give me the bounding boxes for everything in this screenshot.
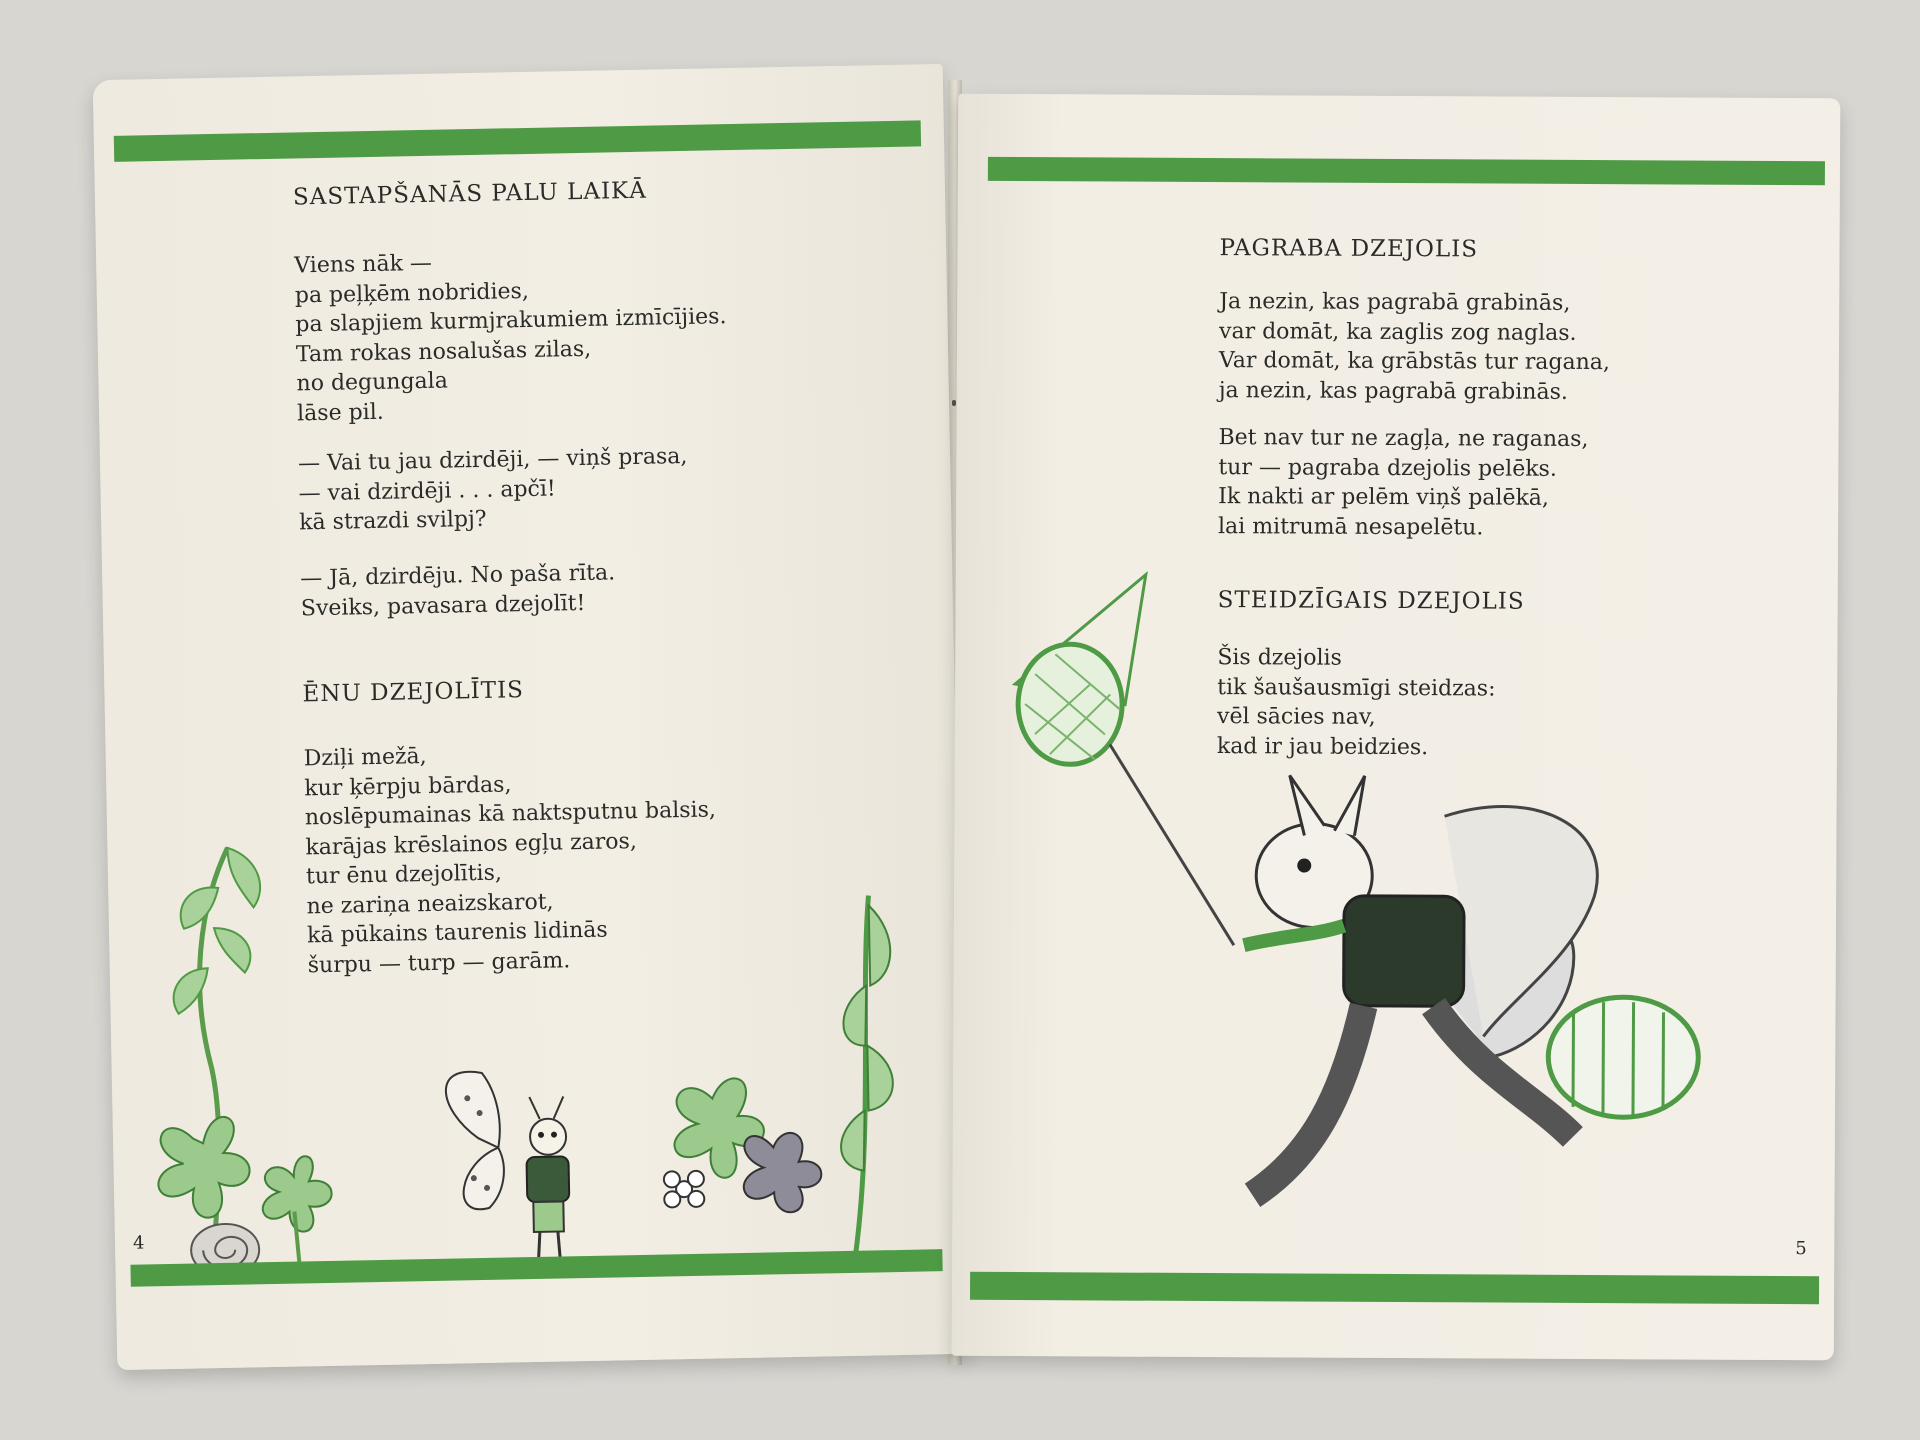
birdcage xyxy=(1548,997,1699,1118)
clover-leaves xyxy=(157,1115,332,1234)
poem-stanza: Šis dzejolis tik šaušausmīgi steidzas: vēl sācies nav, kad ir jau beidzies. xyxy=(1216,645,1496,760)
poem-stanza: Bet nav tur ne zagļa, ne raganas, tur — pagraba dzejolis pelēks. Ik nakti ar pelēm viņš palēkā, lai mitrumā nesapelētu. xyxy=(1217,425,1589,540)
poem-stanza: Ja nezin, kas pagrabā grabinās, var domāt, ka zaglis zog naglas. Var domāt, ka grābstās tur ragana, ja nezin, kas pagrabā grabinās. xyxy=(1218,289,1611,405)
grey-clover xyxy=(743,1132,822,1213)
poem-title-pagraba-dzejolis: PAGRABA DZEJOLIS xyxy=(1219,235,1479,263)
poem-title-sastapsanas: SASTAPŠANĀS PALU LAIKĀ xyxy=(292,177,648,211)
poem-stanza: — Jā, dzirdēju. No paša rīta. Sveiks, pavasara dzejolīt! xyxy=(300,560,616,621)
flower-fern-illustration xyxy=(628,874,935,1270)
poem-stanza: Viens nāk — pa peļķēm nobridies, pa slapjiem kurmjrakumiem izmīcījies. Tam rokas nosalušas zilas, no degungala lāse pil. xyxy=(294,250,727,426)
left-page xyxy=(93,64,968,1370)
binding-stitch xyxy=(952,400,956,406)
poem-title-enu-dzejolitis: ĒNU DZEJOLĪTIS xyxy=(302,677,525,708)
clover-fern-illustration xyxy=(117,816,356,1280)
poem-stanza: Dziļi mežā, kur ķērpju bārdas, noslēpumainas kā naktsputnu balsis, karājas krēslainos egļu zaros, tur ēnu dzejolītis, ne zariņa neaizskarot, kā pūkains taurenis lidinās šurpu — turp — garām. xyxy=(303,743,717,978)
top-green-bar xyxy=(114,120,921,161)
squirrel-with-net-illustration xyxy=(1012,574,1746,1338)
butterfly-creature-illustration xyxy=(427,1066,611,1269)
poem-title-steidzigais-dzejolis: STEIDZĪGAIS DZEJOLIS xyxy=(1217,587,1525,615)
small-flower xyxy=(664,1171,705,1208)
bottom-green-bar xyxy=(970,1272,1819,1304)
butterfly-net xyxy=(1014,574,1236,945)
poem-stanza: — Vai tu jau dzirdēji, — viņš prasa, — vai dzirdēji . . . apčī! kā strazdi svilpj? xyxy=(297,443,688,536)
page-number: 5 xyxy=(1795,1238,1807,1260)
right-page xyxy=(952,94,1841,1361)
top-green-bar xyxy=(988,157,1825,185)
page-number: 4 xyxy=(132,1232,145,1254)
squirrel xyxy=(1243,775,1598,1197)
